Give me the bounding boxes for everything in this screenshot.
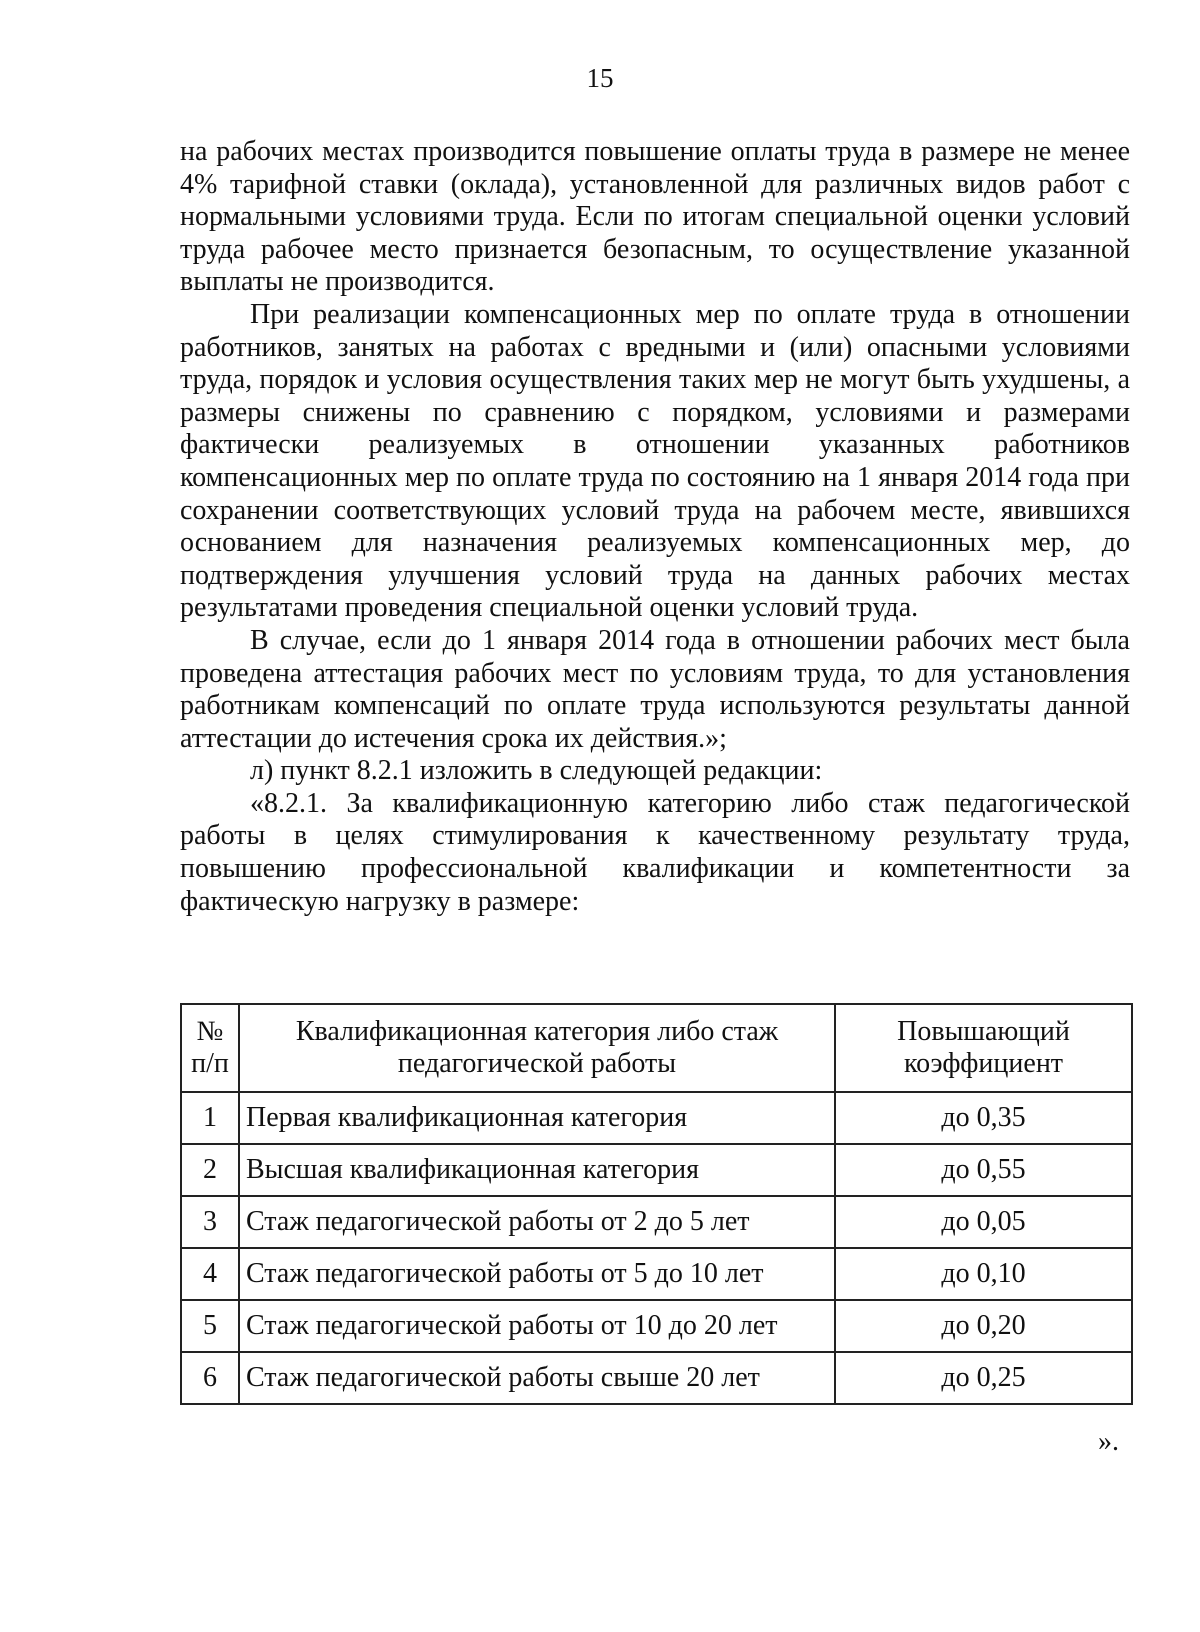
header-category: Квалификационная категория либо стаж педагогической работы [239,1004,835,1092]
row-coefficient: до 0,20 [835,1300,1132,1352]
document-body [180,136,1130,918]
row-coefficient: до 0,25 [835,1352,1132,1404]
table-row [181,1144,1132,1196]
table-row [181,1092,1132,1144]
table-row [181,1300,1132,1352]
row-number: 1 [181,1092,239,1144]
row-number: 3 [181,1196,239,1248]
row-number: 6 [181,1352,239,1404]
table-row [181,1248,1132,1300]
row-coefficient: до 0,05 [835,1196,1132,1248]
paragraph-continuation: на рабочих местах производится повышение оплаты труда в размере не менее 4% тарифной ставки (оклада), установленной для различных видов работ с нормальными условиями труда. Если по итогам специальной оценки условий труда рабочее место признается безопасным, то осуществление указанной выплаты не производится. [180,136,1130,298]
table-header-row [181,1004,1132,1092]
row-coefficient: до 0,10 [835,1248,1132,1300]
table-row [181,1196,1132,1248]
paragraph-compensation-measures: При реализации компенсационных мер по оплате труда в отношении работников, занятых на работах с вредными и (или) опасными условиями труда, порядок и условия осуществления таких мер не могут быть ухудшены, а размеры снижены по сравнению с порядком, условиями и размерами фактически реализуемых в отношении указанных работников компенсационных мер по оплате труда по состоянию на 1 января 2014 года при сохранении соответствующих условий труда на рабочем месте, явившихся основанием для назначения реализуемых компенсационных мер, до подтверждения улучшения условий труда на данных рабочих местах результатами проведения специальной оценки условий труда. [180,298,1130,624]
row-category: Стаж педагогической работы от 2 до 5 лет [239,1196,835,1248]
row-category: Стаж педагогической работы от 10 до 20 лет [239,1300,835,1352]
coefficient-table [180,1003,1133,1405]
row-coefficient: до 0,35 [835,1092,1132,1144]
row-category: Стаж педагогической работы от 5 до 10 лет [239,1248,835,1300]
table-row [181,1352,1132,1404]
header-coefficient: Повышающий коэффициент [835,1004,1132,1092]
closing-quote-mark: ». [1098,1426,1119,1457]
row-coefficient: до 0,55 [835,1144,1132,1196]
row-number: 5 [181,1300,239,1352]
paragraph-attestation: В случае, если до 1 января 2014 года в отношении рабочих мест была проведена аттестация рабочих мест по условиям труда, то для установления работникам компенсаций по оплате труда используются результаты данной аттестации до истечения срока их действия.»; [180,624,1130,754]
page-number: 15 [586,63,614,93]
row-number: 4 [181,1248,239,1300]
paragraph-clause-8-2-1: «8.2.1. За квалификационную категорию либо стаж педагогической работы в целях стимулирования к качественному результату труда, повышению профессиональной квалификации и компетентности за фактическую нагрузку в размере: [180,787,1130,917]
paragraph-amendment-clause: л) пункт 8.2.1 изложить в следующей редакции: [250,755,823,787]
row-category: Первая квалификационная категория [239,1092,835,1144]
row-category: Высшая квалификационная категория [239,1144,835,1196]
header-number: № п/п [181,1004,239,1092]
row-number: 2 [181,1144,239,1196]
row-category: Стаж педагогической работы свыше 20 лет [239,1352,835,1404]
